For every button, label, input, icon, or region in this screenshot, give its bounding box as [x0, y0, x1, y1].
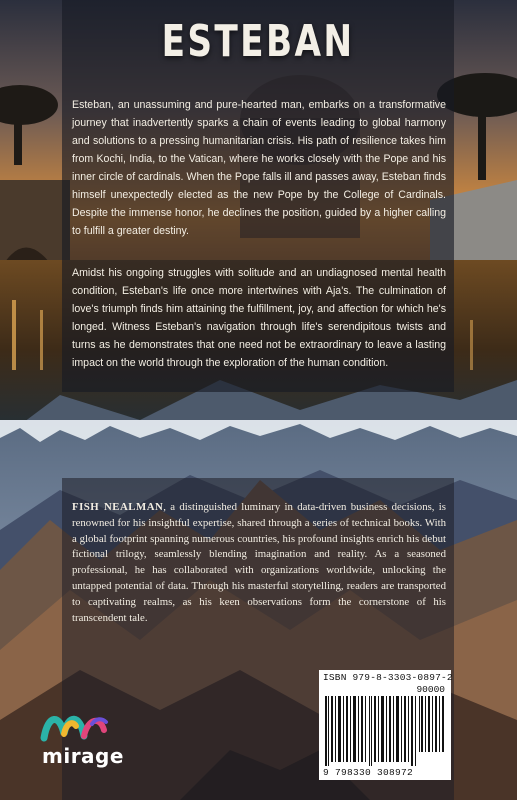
mirage-logo-icon	[38, 700, 148, 780]
ean-digits: 9 798330 308972	[323, 767, 414, 778]
isbn-barcode	[319, 670, 451, 780]
synopsis-paragraph-2: Amidst his ongoing struggles with solitude and an undiagnosed mental health condition, Esteban's life once more intertwines with Aja's. The culmination of love's triumph finds him attaining the fulfillment, joy, and affection for which he's longed. Witness Esteban's navigation through life's serendipitous twists and turns as he demonstrates that one need not be extraordinary to leave a lasting impact on the world through the exploration of the human condition.	[72, 267, 446, 369]
book-title: ESTEBAN	[161, 16, 355, 67]
author-bio-text: , a distinguished luminary in data-driven business decisions, is renowned for his insightful expertise, shared through a series of technical books. With a global footprint spanning numerous countries, his profound insights enrich his debut fictional trilogy, seamlessly blending imagination and reality. As a seasoned professional, he has collaborated with organizations worldwide, unlocking the untapped potential of data. Through his masterful storytelling, readers are transported to captivating realms, as his keen observations form the cornerstone of his transcendent tale.	[72, 501, 447, 624]
publisher-name: mirage	[42, 744, 124, 768]
barcode-bars	[325, 696, 417, 766]
author-bio	[72, 500, 446, 626]
author-name: FISH NEALMAN	[72, 501, 164, 513]
price-barcode-bars	[419, 696, 447, 766]
synopsis-paragraph-1: Esteban, an unassuming and pure-hearted man, embarks on a transformative journey that inadvertently sparks a chain of events leading to global harmony and solutions to a pressing humanitarian crisis. His path of resilience takes him from Kochi, India, to the Vatican, where he works closely with the Pope and his inner circle of cardinals. When the Pope falls ill and passes away, Esteban finds himself unexpectedly elected as the new Pope by the College of Cardinals. Despite the immense honor, he declines the position, guided by a higher calling to fulfill a greater destiny.	[72, 99, 446, 237]
isbn-label: ISBN 979-8-3303-0897-2	[323, 672, 453, 683]
price-code: 90000	[416, 684, 445, 695]
